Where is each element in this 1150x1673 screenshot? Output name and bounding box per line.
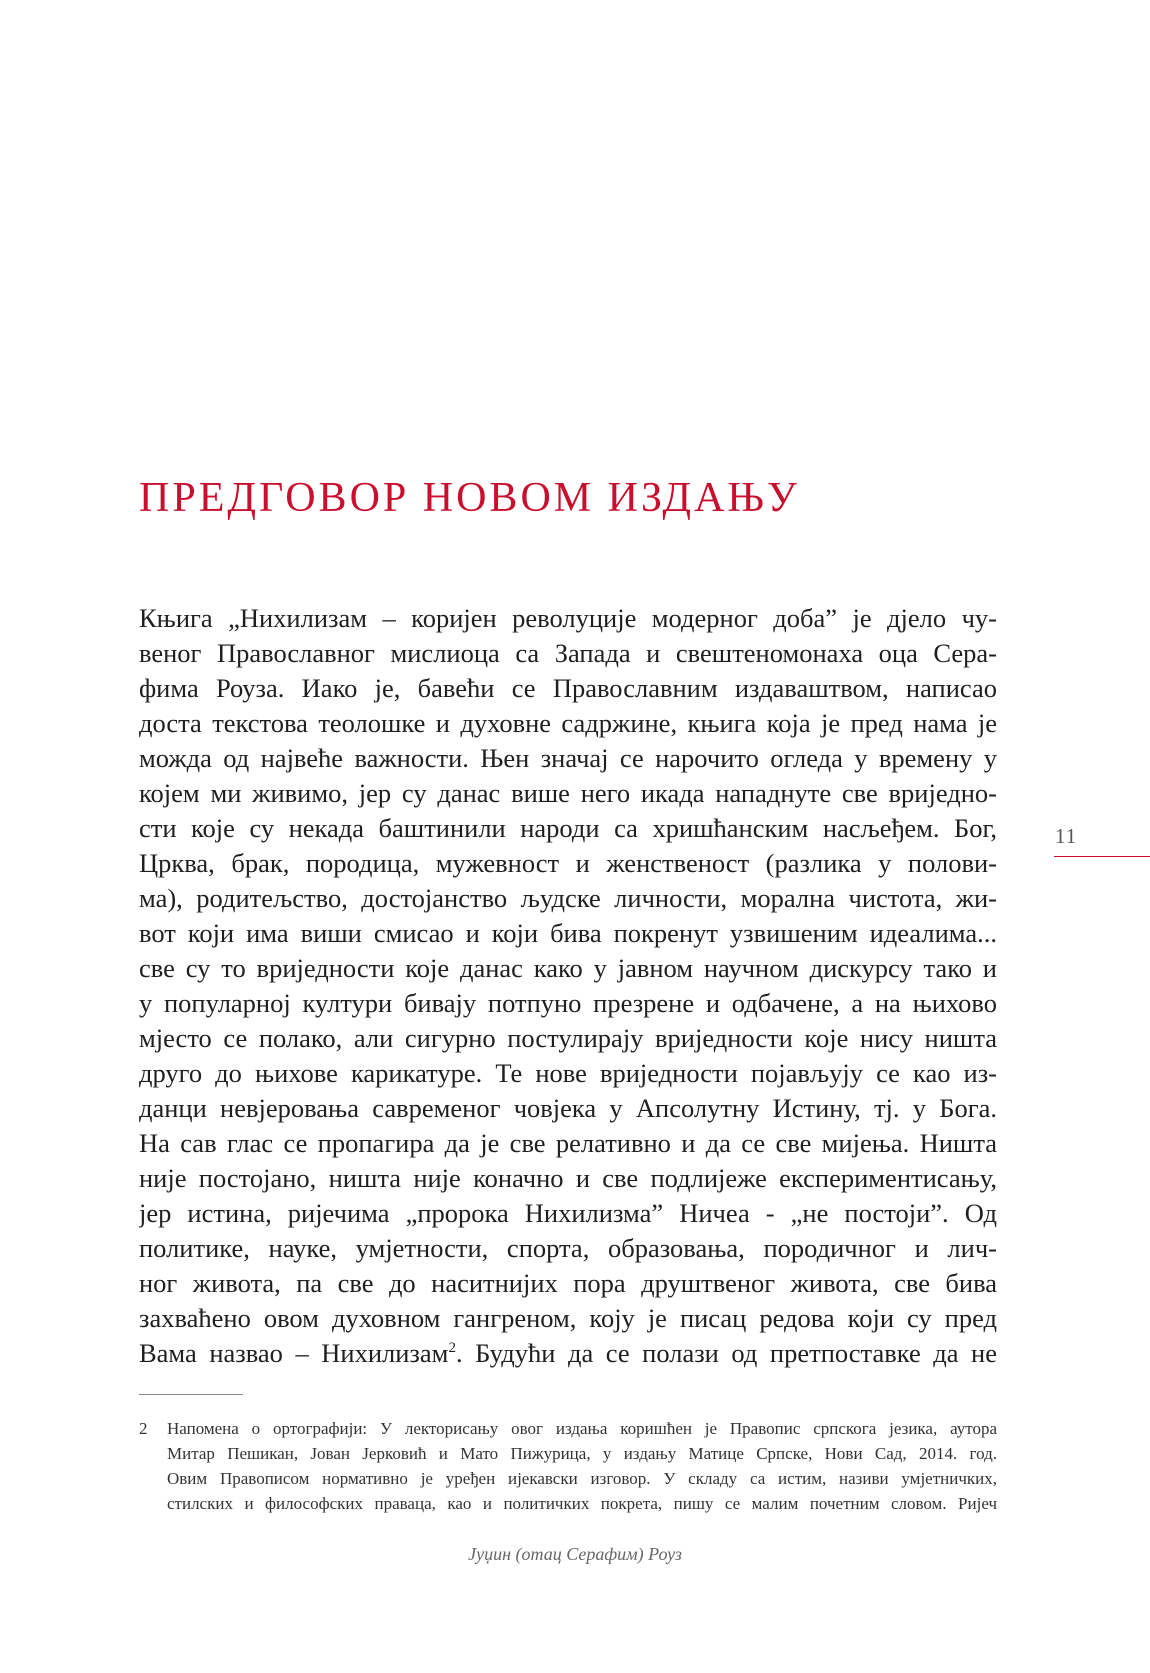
body-line: сти које су некада баштинили народи са хришћанским насљеђем. Бог, [139,813,997,843]
footnote-line: Овим Правописом нормативно је уређен ијекавски изговор. У складу са истим, називи умјетничких, [167,1469,997,1488]
page-number: 11 [1055,824,1078,848]
running-footer: Јуџин (отац Серафим) Роуз [468,1544,682,1564]
body-line: Црква, брак, породица, мужевност и женственост (разлика у полови- [139,848,997,878]
footnote-line: Митар Пешикан, Јован Јерковић и Мато Пижурица, у издању Матице Српске, Нови Сад, 2014. год. [167,1444,997,1463]
body-line: захваћено овом духовном гангреном, коју је писац редова који су пред [139,1303,997,1333]
body-line: доста текстова теолошке и духовне садржине, књига која је пред нама је [139,708,997,738]
body-line: јер истина, ријечима „пророка Нихилизма” Ничеа - „не постоји”. Од [139,1198,997,1228]
body-line: којем ми живимо, јер су данас више него икада нападнуте све вриједно- [139,778,997,808]
footnote-line: стилских и философских праваца, као и политичких покрета, пишу се малим почетним словом. Ријеч [167,1494,997,1513]
footnote-line: Напомена о ортографији: У лекторисању овог издања коришћен је Правопис српскога језика, аутора [167,1419,997,1438]
body-line: На сав глас се пропагира да је све релативно и да се све мијења. Ништа [139,1128,997,1158]
body-line: можда од највеће важности. Њен значај се нарочито огледа у времену у [139,743,997,773]
page-number-rule [1054,856,1150,857]
body-line: политике, науке, умјетности, спорта, образовања, породичног и лич- [139,1233,997,1263]
body-line: у популарној култури бивају потпуно презрене и одбачене, а на њихово [139,988,997,1018]
body-line: друго до њихове карикатуре. Те нове вриједности појављују се као из- [139,1058,997,1088]
body-line: ног живота, па све до наситнијих пора друштвеног живота, све бива [139,1268,997,1298]
body-line: мјесто се полако, али сигурно постулирају вриједности које нису ништа [139,1023,997,1053]
footnote-body [167,1416,997,1516]
body-line-text: . Будући да се полази од претпоставке да не [455,1338,997,1368]
body-line: све су то вриједности које данас како у јавном научном дискурсу тако и [139,953,997,983]
body-line: данци невјеровања савременог човјека у Апсолутну Истину, тј. у Бога. [139,1093,997,1123]
body-text [139,601,997,1371]
footnote-number: 2 [139,1419,148,1438]
footnote-reference[interactable]: 2 [448,1340,456,1357]
body-line: није постојано, ништа није коначно и све подлијеже експериментисању, [139,1163,997,1193]
body-line: Књига „Нихилизам – коријен револуције модерног доба” је дјело чу- [139,603,997,633]
body-line: фима Роуза. Иако је, бавећи се Православним издаваштвом, написао [139,673,997,703]
body-line: вот који има виши смисао и који бива покренут узвишеним идеалима... [139,918,997,948]
chapter-title: ПРЕДГОВОР НОВОМ ИЗДАЊУ [139,475,800,521]
footnote-divider [139,1394,243,1395]
body-line-text: Вама назвао – Нихилизам [139,1338,449,1368]
body-line: ма), родитељство, достојанство људске личности, морална чистота, жи- [139,883,997,913]
body-line: веног Православног мислиоца са Запада и свештеномонаха оца Сера- [139,638,997,668]
body-line-with-footnote-ref [139,1336,997,1371]
